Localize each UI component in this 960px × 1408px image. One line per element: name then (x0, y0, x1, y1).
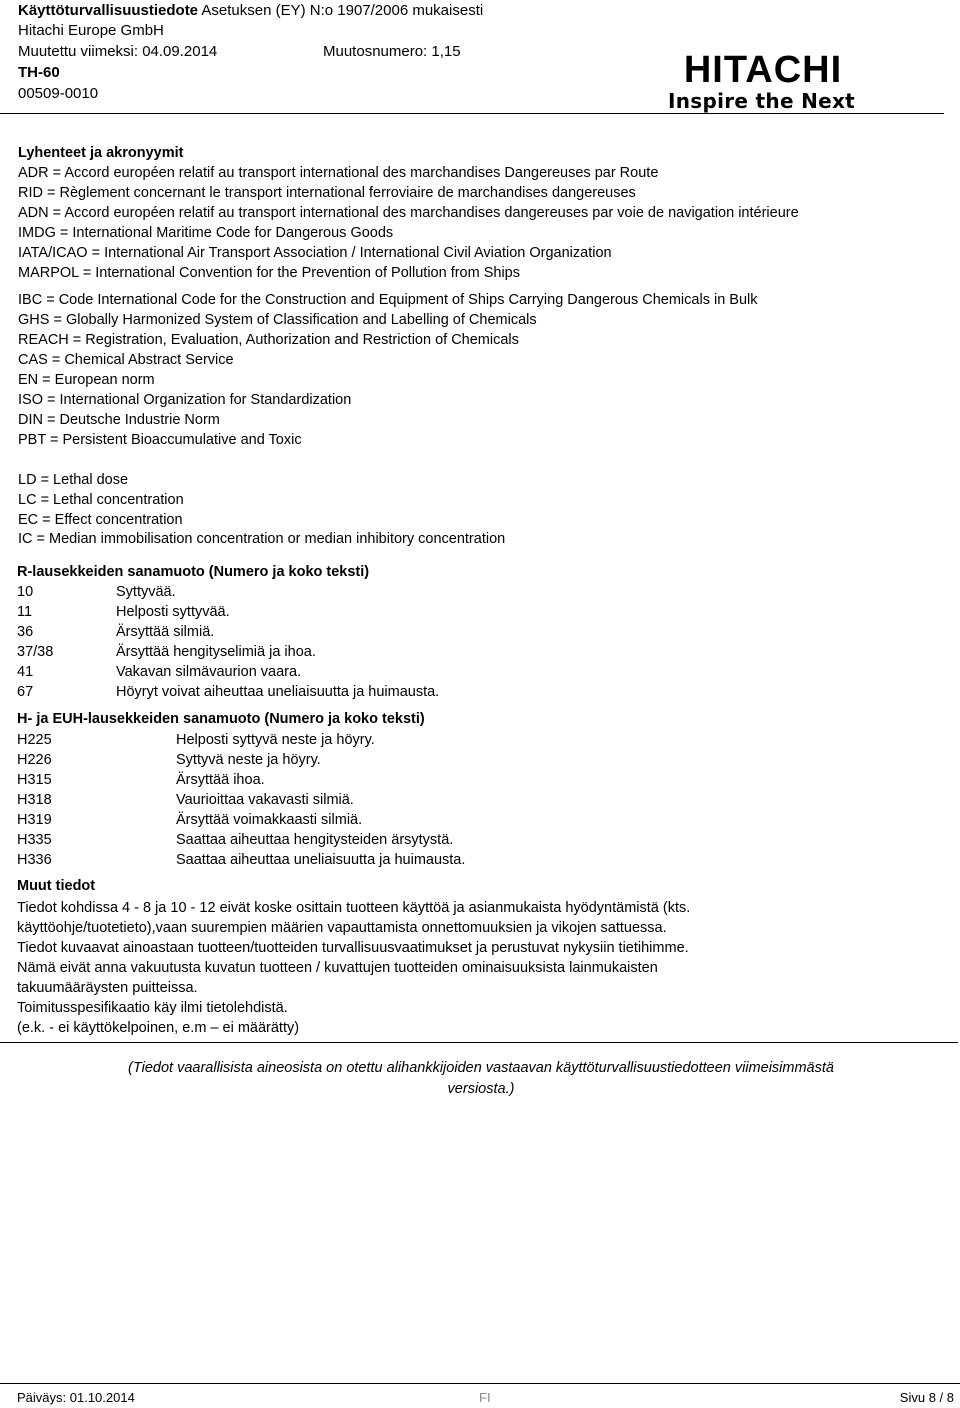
source-note (0, 1058, 960, 1100)
h-phrase-code: H318 (17, 792, 52, 808)
footer-page-number: Sivu 8 / 8 (899, 1390, 954, 1405)
modified-date: Muutettu viimeksi: 04.09.2014 (18, 43, 218, 60)
h-phrase-row (0, 850, 960, 870)
other-info-line: Tiedot kuvaavat ainoastaan tuotteen/tuotteiden turvallisuusvaatimukset ja perustuvat nykysiin tietihimme. (17, 940, 689, 956)
r-phrase-row (0, 642, 960, 662)
other-info-line: (e.k. - ei käyttökelpoinen, e.m – ei määrätty) (17, 1020, 300, 1036)
abbr-item: PBT = Persistent Bioaccumulative and Toxic (18, 432, 302, 448)
h-phrase-code: H319 (17, 812, 52, 828)
h-phrase-code: H315 (17, 772, 52, 788)
product-name: TH-60 (18, 64, 60, 81)
other-info-line: takuumääräysten puitteissa. (17, 980, 198, 996)
h-phrase-code: H226 (17, 752, 52, 768)
abbr-item: IBC = Code International Code for the Construction and Equipment of Ships Carrying Dangerous Chemicals in Bulk (18, 292, 758, 308)
r-phrase-text: Ärsyttää hengityselimiä ja ihoa. (116, 644, 316, 660)
r-phrase-code: 37/38 (17, 644, 54, 660)
r-phrase-row (0, 582, 960, 602)
abbr-item: EN = European norm (18, 372, 155, 388)
regulation-text: Asetuksen (EY) N:o 1907/2006 mukaisesti (201, 2, 484, 19)
h-phrase-text: Saattaa aiheuttaa hengitysteiden ärsytystä. (176, 832, 454, 848)
company-name: Hitachi Europe GmbH (18, 22, 164, 39)
r-phrase-code: 10 (17, 584, 34, 600)
r-phrase-text: Höyryt voivat aiheuttaa uneliaisuutta ja huimausta. (116, 684, 440, 700)
r-phrase-code: 36 (17, 624, 34, 640)
h-phrase-code: H335 (17, 832, 52, 848)
abbr-item: ISO = International Organization for Standardization (18, 392, 352, 408)
abbr-item: RID = Règlement concernant le transport international ferroviaire de marchandises dangereuses (18, 185, 636, 201)
footer-date: Päiväys: 01.10.2014 (17, 1390, 135, 1405)
abbr-item: LD = Lethal dose (18, 472, 129, 488)
h-phrase-code: H225 (17, 732, 52, 748)
product-code: 00509-0010 (18, 85, 99, 102)
abbr-item: IATA/ICAO = International Air Transport Association / International Civil Aviation Organization (18, 245, 612, 261)
h-phrase-text: Ärsyttää voimakkaasti silmiä. (176, 812, 363, 828)
doc-title: Käyttöturvallisuustiedote (18, 2, 199, 19)
r-phrase-code: 67 (17, 684, 34, 700)
source-note-line: versiosta.) (447, 1081, 515, 1097)
h-phrase-text: Syttyvä neste ja höyry. (176, 752, 321, 768)
r-phrase-text: Syttyvää. (116, 584, 176, 600)
h-phrase-row (0, 730, 960, 750)
h-phrases-heading: H- ja EUH-lausekkeiden sanamuoto (Numero ja koko teksti) (17, 711, 425, 727)
footer-language: FI (479, 1390, 491, 1405)
r-phrase-text: Helposti syttyvää. (116, 604, 230, 620)
r-phrase-row (0, 602, 960, 622)
abbr-item: EC = Effect concentration (18, 512, 183, 528)
h-phrase-text: Helposti syttyvä neste ja höyry. (176, 732, 375, 748)
abbr-item: MARPOL = International Convention for the Prevention of Pollution from Ships (18, 265, 520, 281)
h-phrase-code: H336 (17, 852, 52, 868)
other-info-heading: Muut tiedot (17, 878, 96, 894)
h-phrase-row (0, 770, 960, 790)
h-phrase-text: Ärsyttää ihoa. (176, 772, 265, 788)
r-phrase-code: 11 (17, 604, 33, 620)
h-phrase-text: Saattaa aiheuttaa uneliaisuutta ja huimausta. (176, 852, 466, 868)
r-phrase-code: 41 (17, 664, 34, 680)
other-info-line: käyttöohje/tuotetieto),vaan suurempien määrien vapauttamista onnettomuuksien ja vikojen sattuessa. (17, 920, 667, 936)
other-info-line: Nämä eivät anna vakuutusta kuvatun tuotteen / kuvattujen tuotteiden ominaisuuksista lainmukaisten (17, 960, 658, 976)
other-info-line: Toimitusspesifikaatio käy ilmi tietolehdistä. (17, 1000, 288, 1016)
abbr-item: IMDG = International Maritime Code for Dangerous Goods (18, 225, 394, 241)
logo-wordmark: HITACHI (683, 49, 843, 91)
r-phrase-row (0, 622, 960, 642)
h-phrase-row (0, 810, 960, 830)
other-info-line: Tiedot kohdissa 4 - 8 ja 10 - 12 eivät koske osittain tuotteen käyttöä ja asianmukaista hyödyntämistä (kts. (17, 900, 691, 916)
abbr-item: GHS = Globally Harmonized System of Classification and Labelling of Chemicals (18, 312, 537, 328)
logo-tagline: Inspire the Next (668, 89, 856, 113)
hitachi-logo (668, 50, 868, 112)
header-title-line (18, 0, 483, 21)
h-phrase-row (0, 750, 960, 770)
h-phrase-row (0, 830, 960, 850)
abbr-item: ADN = Accord européen relatif au transport international des marchandises dangereuses par voie de navigation intérieure (18, 205, 799, 221)
r-phrase-text: Vakavan silmävaurion vaara. (116, 664, 302, 680)
abbr-item: CAS = Chemical Abstract Service (18, 352, 234, 368)
r-phrase-text: Ärsyttää silmiä. (116, 624, 215, 640)
r-phrase-row (0, 682, 960, 702)
abbr-item: LC = Lethal concentration (18, 492, 184, 508)
r-phrase-row (0, 662, 960, 682)
r-phrases-heading: R-lausekkeiden sanamuoto (Numero ja koko teksti) (17, 564, 370, 580)
revision-number: Muutosnumero: 1,15 (323, 43, 461, 60)
abbr-item: ADR = Accord européen relatif au transport international des marchandises Dangereuses par Route (18, 165, 659, 181)
source-note-line: (Tiedot vaarallisista aineosista on otettu alihankkijoiden vastaavan käyttöturvallisuustiedotteen viimeisimmästä (128, 1060, 834, 1076)
section-divider (0, 1042, 958, 1043)
header-divider (0, 113, 944, 114)
h-phrase-text: Vaurioittaa vakavasti silmiä. (176, 792, 354, 808)
footer-divider (0, 1383, 960, 1384)
h-phrase-row (0, 790, 960, 810)
abbreviations-heading: Lyhenteet ja akronyymit (18, 145, 184, 161)
abbr-item: IC = Median immobilisation concentration or median inhibitory concentration (18, 531, 506, 547)
abbr-item: REACH = Registration, Evaluation, Authorization and Restriction of Chemicals (18, 332, 519, 348)
abbr-item: DIN = Deutsche Industrie Norm (18, 412, 220, 428)
